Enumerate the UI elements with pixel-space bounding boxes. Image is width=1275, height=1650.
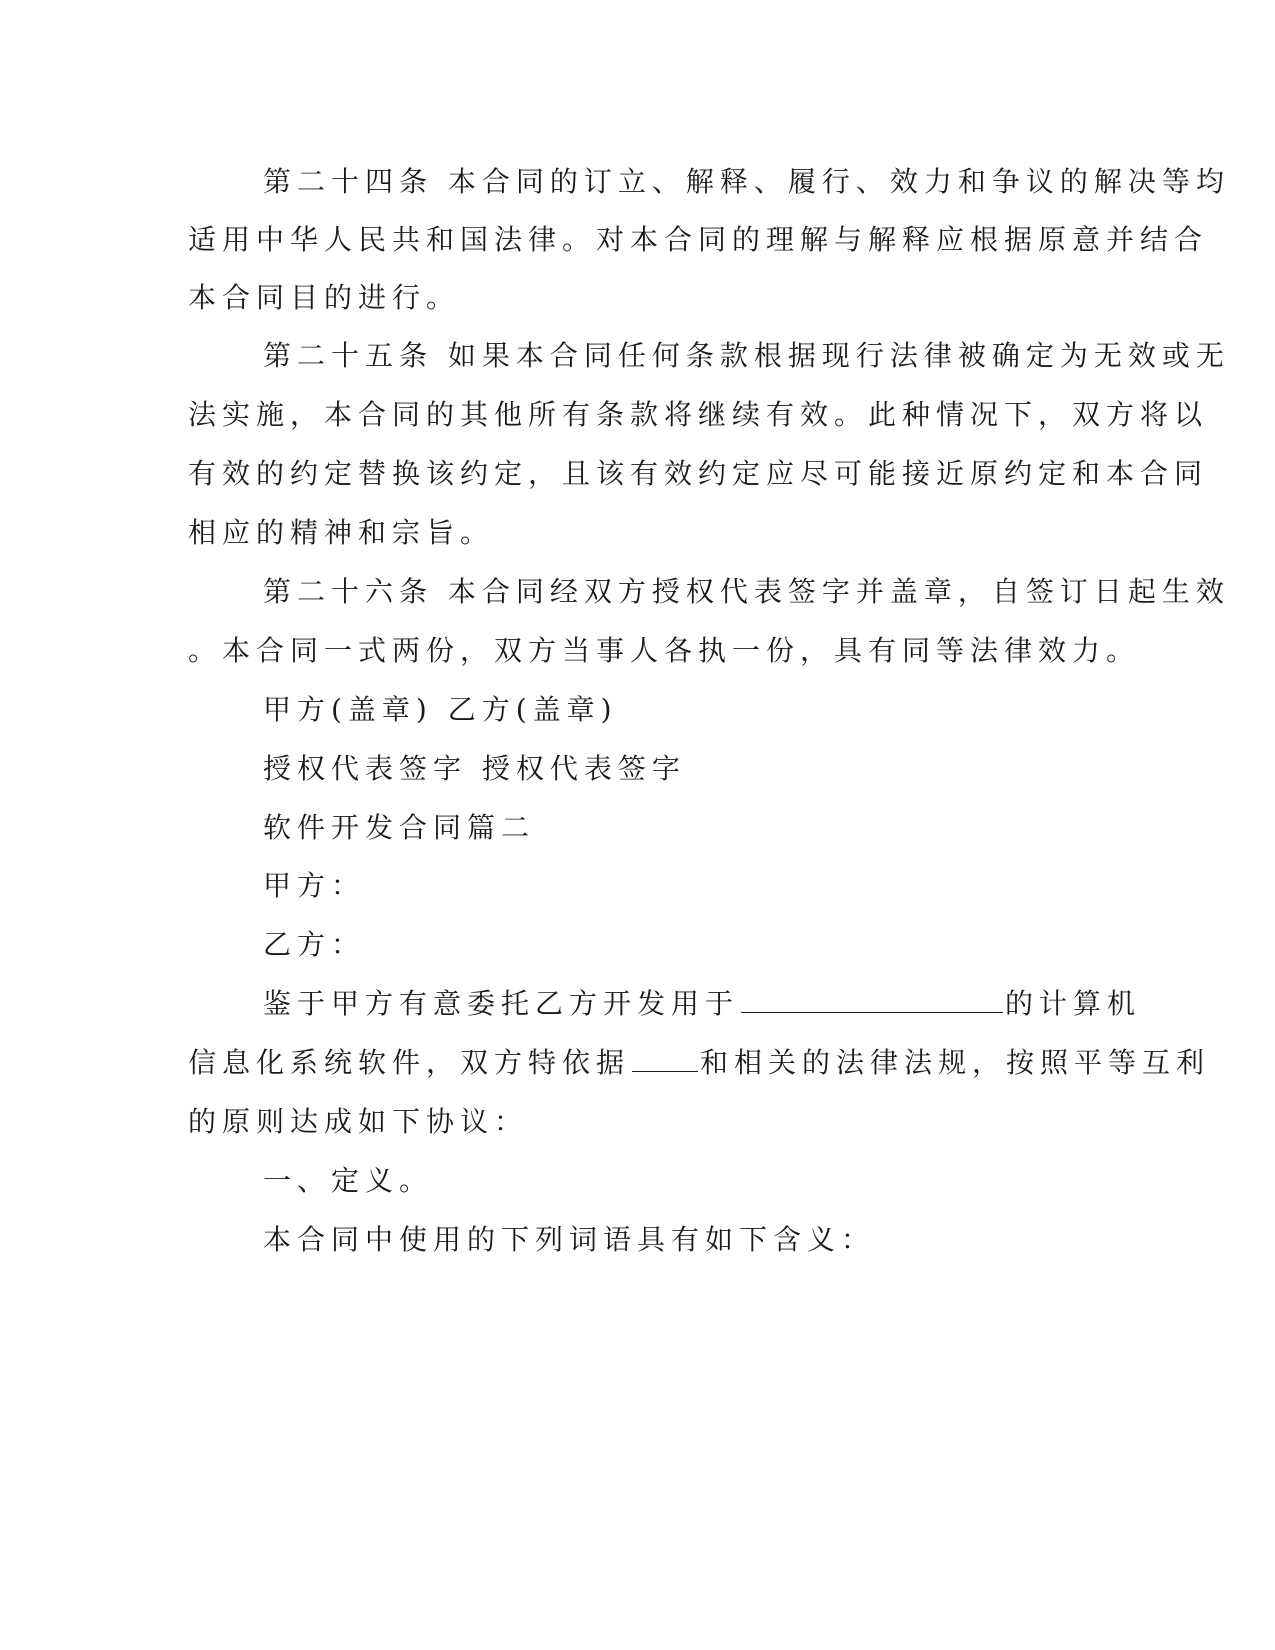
- section-title: 软件开发合同篇二: [263, 811, 536, 844]
- preamble-line-2-after: 和相关的法律法规，按照平等互利: [700, 1046, 1211, 1079]
- clause-25-line-3: 有效的约定替换该约定，且该有效约定应尽可能接近原约定和本合同: [188, 457, 1209, 490]
- definitions-intro: 本合同中使用的下列词语具有如下含义：: [263, 1223, 876, 1256]
- party-a-label: 甲方：: [263, 869, 366, 902]
- definitions-heading: 一、定义。: [263, 1164, 434, 1197]
- clause-25-line-4: 相应的精神和宗旨。: [188, 516, 495, 549]
- clause-24-line-2: 适用中华人民共和国法律。对本合同的理解与解释应根据原意并结合: [188, 223, 1209, 256]
- clause-26-line-1: 第二十六条 本合同经双方授权代表签字并盖章，自签订日起生效: [263, 575, 1230, 608]
- party-b-label: 乙方：: [263, 928, 366, 961]
- preamble-line-1: [263, 984, 1163, 1024]
- preamble-line-1-after: 的计算机: [1005, 987, 1142, 1020]
- law-blank: [632, 1043, 698, 1072]
- clause-24-line-3: 本合同目的进行。: [188, 281, 461, 314]
- preamble-line-3: 的原则达成如下协议：: [188, 1105, 529, 1138]
- clause-26-line-2: 。本合同一式两份，双方当事人各执一份，具有同等法律效力。: [188, 634, 1141, 667]
- preamble-line-1-before: 鉴于甲方有意委托乙方开发用于: [263, 987, 740, 1020]
- clause-25-line-1: 第二十五条 如果本合同任何条款根据现行法律被确定为无效或无: [263, 339, 1230, 372]
- purpose-blank: [741, 984, 1003, 1013]
- signature-line: 授权代表签字 授权代表签字: [263, 752, 686, 785]
- preamble-line-2-before: 信息化系统软件，双方特依据: [188, 1046, 631, 1079]
- party-seal-line: 甲方(盖章) 乙方(盖章): [263, 693, 618, 726]
- clause-24-line-1: 第二十四条 本合同的订立、解释、履行、效力和争议的解决等均: [263, 165, 1230, 198]
- clause-25-line-2: 法实施，本合同的其他所有条款将继续有效。此种情况下，双方将以: [188, 398, 1209, 431]
- preamble-line-2: [188, 1043, 1211, 1083]
